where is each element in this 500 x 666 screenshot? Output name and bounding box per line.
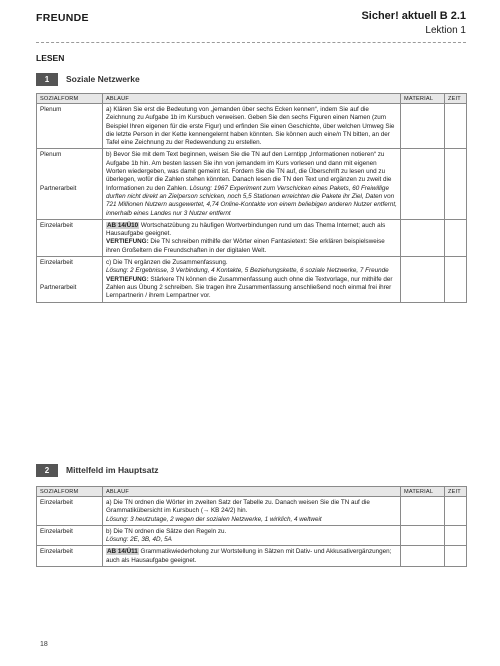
page-number: 18 — [40, 641, 48, 648]
solution-text: Lösung: 3 heutzutage, 2 wegen der sozialen Netzwerke, 1 wirklich, 4 weltweit — [106, 515, 322, 523]
sozialform-label: Einzelarbeit — [40, 259, 73, 267]
table-row — [37, 497, 467, 526]
vertiefung-text: Die TN schreiben mithilfe der Wörter einen Fantasietext: Sie erklären beispielsweise ihren Großeltern die Freundschaften in der digitalen Welt. — [106, 238, 385, 254]
ablauf-cell — [103, 219, 401, 256]
ablauf-cell — [103, 525, 401, 546]
table-row — [37, 219, 467, 256]
ablauf-cell — [103, 149, 401, 219]
lesson-table-1 — [36, 93, 467, 303]
vertiefung-text: Stärkere TN können die Zusammenfassung auch ohne die Textvorlage, nur mithilfe der Zahlen aus Übung 2 schreiben. Sie tragen ihre Zusammenfassung anschließend noch einmal frei ihrer Lernpartnerin / ihrem Lernpartner vor. — [106, 275, 393, 300]
col-zeit: ZEIT — [445, 94, 467, 104]
sozialform-cell — [37, 149, 103, 219]
sozialform-label: Partnerarbeit — [40, 283, 77, 291]
material-cell — [401, 149, 445, 219]
chapter-title: FREUNDE — [36, 12, 89, 24]
section-label: LESEN — [36, 53, 65, 63]
workbook-reference-badge: AB 14/Ü11 — [107, 548, 138, 556]
ablauf-text: a) Klären Sie erst die Bedeutung von „jemanden über sechs Ecken kennen“, indem Sie auf die Zeichnung zu Aufgabe 1b im Kursbuch verweisen. Geben Sie den sechs Figuren einen Namen (zum Beispiel Ihren eigenen für die erste Figur) und erfinden Sie einen Geschichte, über welchen Umweg Sie die letzte Person in der Kette kennengelernt haben könnten. Sie können auch eine/n TN bitten, an der Tafel eine Zeichnung zu der Redewendung zu erstellen. — [106, 106, 395, 147]
zeit-cell — [445, 149, 467, 219]
material-cell — [401, 257, 445, 302]
solution-text: Lösung: 2E, 3B, 4D, 5A — [106, 536, 172, 544]
col-material: MATERIAL — [401, 94, 445, 104]
lesson-table-2 — [36, 486, 467, 567]
book-title: Sicher! aktuell B 2.1 — [361, 10, 466, 22]
zeit-cell — [445, 257, 467, 302]
table-row — [37, 546, 467, 567]
ablauf-text: a) Die TN ordnen die Wörter im zweiten Satz der Tabelle zu. Danach weisen Sie die TN auf die Grammatikübersicht im Kursbuch (→ KB 24/2) hin. — [106, 499, 370, 515]
material-cell — [401, 104, 445, 149]
sozialform-label: Plenum — [40, 151, 62, 159]
ablauf-cell — [103, 104, 401, 149]
col-ablauf: ABLAUF — [103, 487, 401, 497]
table-row — [37, 257, 467, 302]
page-header — [36, 10, 466, 44]
vertiefung-label: VERTIEFUNG: — [106, 238, 149, 246]
ablauf-text: b) Bevor Sie mit dem Text beginnen, weisen Sie die TN auf den Lerntipp „Informationen notieren“ zu Aufgabe 1b hin. Am besten lassen Sie ihn von jemandem im Kurs vorlesen und dann mit eigenen Worten wiedergeben, was damit gemeint ist. Fordern Sie die TN auf, die Überschrift zu lesen und zu überlegen, wofür die Zahlen stehen könnten. Danach lesen die TN den Text und ergänzen zu zweit die Informationen zu den Zahlen. — [106, 151, 392, 192]
zeit-cell — [445, 525, 467, 546]
lesson-label: Lektion 1 — [425, 25, 466, 36]
section-1-number: 1 — [36, 73, 58, 86]
workbook-reference-badge: AB 14/Ü10 — [107, 221, 139, 229]
section-1-title: Soziale Netzwerke — [66, 74, 140, 84]
sozialform-cell: Einzelarbeit — [37, 546, 103, 567]
material-cell — [401, 525, 445, 546]
col-sozialform: SOZIALFORM — [37, 94, 103, 104]
ablauf-text: b) Die TN ordnen die Sätze den Regeln zu. — [106, 527, 227, 535]
sozialform-cell: Einzelarbeit — [37, 219, 103, 256]
section-2-number: 2 — [36, 464, 58, 477]
solution-text: Lösung: 1967 Experiment zum Verschicken eines Pakets, 60 Freiwillige durften nicht direkt an Zielperson schicken, noch 5,5 Stationen erreichten die Pakete ihr Ziel, Daten von 721 Millionen Nutzern ausgewertet, 4,74 Online-Kontakte von einem beliebigen anderen Nutzer entfernt, innerhalb eines Landes nur 3 Nutzer entfernt — [106, 184, 397, 217]
ablauf-text: Wortschatzübung zu häufigen Wortverbindungen rund um das Thema Internet; auch als Hausaufgabe geeignet. — [106, 221, 386, 238]
solution-text: Lösung: 2 Ergebnisse, 3 Verbindung, 4 Kontakte, 5 Beziehungskette, 6 soziale Netzwerke, 7 Freunde — [106, 267, 389, 275]
ablauf-cell — [103, 497, 401, 526]
ablauf-text: c) Die TN ergänzen die Zusammenfassung. — [106, 259, 228, 267]
table-row — [37, 525, 467, 546]
header-divider — [36, 42, 466, 43]
sozialform-cell — [37, 257, 103, 302]
zeit-cell — [445, 104, 467, 149]
col-sozialform: SOZIALFORM — [37, 487, 103, 497]
ablauf-cell — [103, 257, 401, 302]
table-row — [37, 104, 467, 149]
material-cell — [401, 219, 445, 256]
sozialform-cell: Einzelarbeit — [37, 497, 103, 526]
material-cell — [401, 497, 445, 526]
zeit-cell — [445, 546, 467, 567]
col-zeit: ZEIT — [445, 487, 467, 497]
material-cell — [401, 546, 445, 567]
col-ablauf: ABLAUF — [103, 94, 401, 104]
sozialform-cell: Einzelarbeit — [37, 525, 103, 546]
zeit-cell — [445, 219, 467, 256]
section-2-title: Mittelfeld im Hauptsatz — [66, 465, 159, 475]
section-2-heading — [36, 463, 159, 477]
ablauf-cell — [103, 546, 401, 567]
table-header-row — [37, 487, 467, 497]
vertiefung-label: VERTIEFUNG: — [106, 275, 149, 283]
sozialform-label: Partnerarbeit — [40, 184, 77, 192]
ablauf-text: Grammatikwiederholung zur Wortstellung in Sätzen mit Dativ- und Akkusativergänzungen; auch als Hausaufgabe geeignet. — [106, 548, 392, 564]
col-material: MATERIAL — [401, 487, 445, 497]
section-1-heading — [36, 72, 140, 86]
table-header-row — [37, 94, 467, 104]
zeit-cell — [445, 497, 467, 526]
table-row — [37, 149, 467, 219]
sozialform-cell: Plenum — [37, 104, 103, 149]
